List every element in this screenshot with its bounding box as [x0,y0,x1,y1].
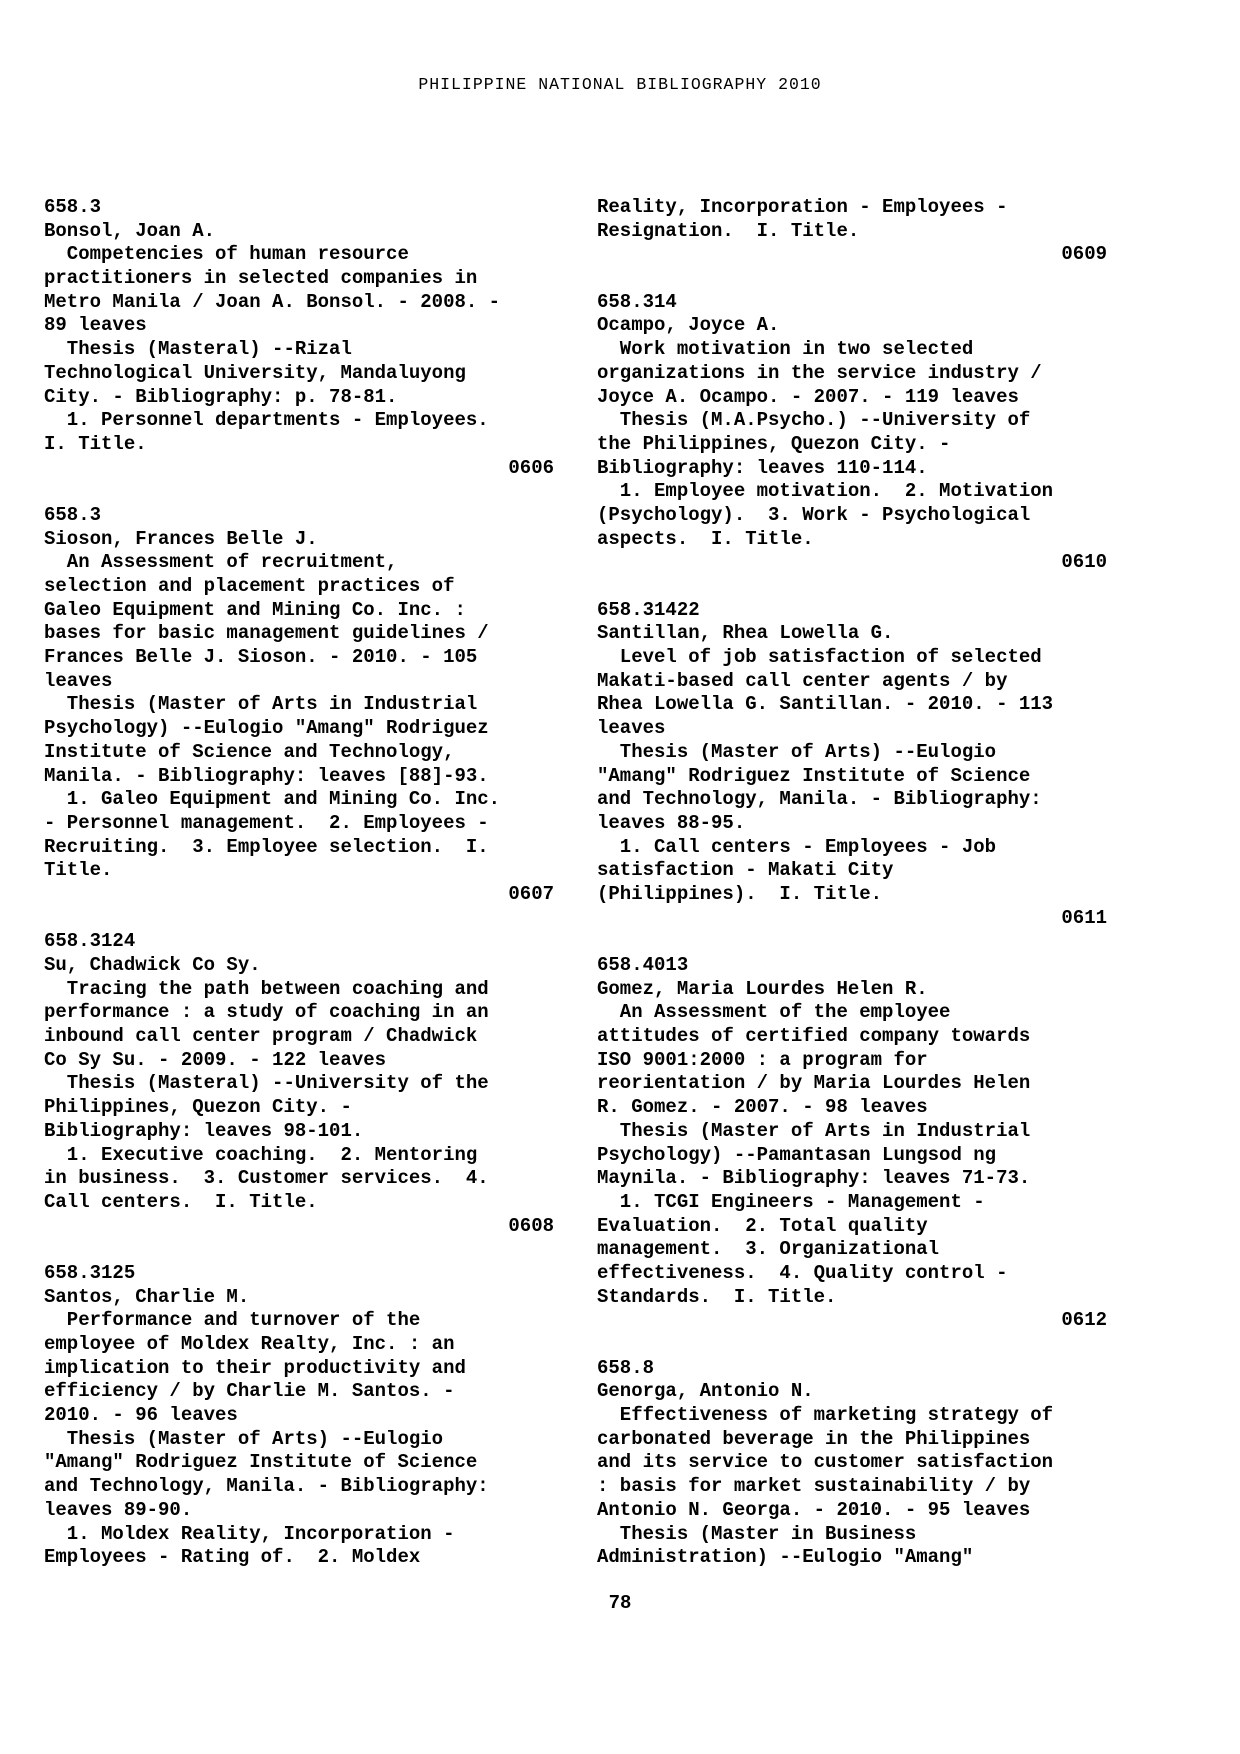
entry-line: Gomez, Maria Lourdes Helen R. [597,977,928,1000]
entry-line: employee of Moldex Realty, Inc. : an [44,1333,455,1355]
entry-line: 1. Galeo Equipment and Mining Co. Inc. [44,788,501,811]
entry-line: Maynila. - Bibliography: leaves 71-73. [597,1167,1031,1190]
entry-line: "Amang" Rodriguez Institute of Science [597,764,1031,787]
entry-line: Thesis (Master of Arts in Industrial [44,693,478,716]
right-column [597,196,1107,1570]
entry-line: An Assessment of recruitment, [44,551,398,574]
entry-line: Rhea Lowella G. Santillan. - 2010. - 113 [597,693,1054,716]
record-number: 0607 [508,882,554,905]
entry-line: City. - Bibliography: p. 78-81. [44,385,398,408]
entry-line: Bibliography: leaves 110-114. [597,456,928,479]
entry-line: Bibliography: leaves 98-101. [44,1119,364,1142]
entry-line: Tracing the path between coaching and [44,977,489,1000]
entry-line: - Personnel management. 2. Employees - [44,811,489,834]
entry-line: R. Gomez. - 2007. - 98 leaves [597,1096,928,1119]
entry-gap [597,267,1107,291]
record-number: 0608 [508,1214,554,1237]
entry-line: Sioson, Frances Belle J. [44,527,318,550]
entry-line: 1. Call centers - Employees - Job [597,835,997,858]
entry-line: 658.31422 [597,598,700,621]
entry-line: in business. 3. Customer services. 4. [44,1167,489,1190]
entry-line: (Psychology). 3. Work - Psychological [597,503,1031,526]
entry-line: and Technology, Manila. - Bibliography: [44,1475,489,1498]
entry-line: Su, Chadwick Co Sy. [44,954,261,976]
entry-line: 658.3 [44,196,102,218]
entry-line: effectiveness. 4. Quality control - [597,1261,1008,1284]
entry-line: inbound call center program / Chadwick [44,1025,478,1048]
entry-line: management. 3. Organizational [597,1238,940,1261]
entry-line: attitudes of certified company towards [597,1025,1031,1048]
running-header: PHILIPPINE NATIONAL BIBLIOGRAPHY 2010 [418,75,822,94]
entry-line: Evaluation. 2. Total quality [597,1214,928,1237]
entry-gap [44,907,554,931]
entry-line: Genorga, Antonio N. [597,1380,814,1403]
entry-line: Work motivation in two selected [597,338,974,361]
entry-line: Technological University, Mandaluyong [44,361,466,384]
entry-line: Level of job satisfaction of selected [597,646,1042,669]
entry-line: Reality, Incorporation - Employees - [597,196,1008,218]
entry-line: leaves 88-95. [597,811,746,834]
entry-line: Effectiveness of marketing strategy of [597,1404,1054,1427]
entry-line: and Technology, Manila. - Bibliography: [597,788,1042,811]
entry-line: 1. Executive coaching. 2. Mentoring [44,1143,478,1166]
entry-line: 1. Employee motivation. 2. Motivation [597,480,1054,503]
entry-line: 89 leaves [44,314,147,337]
entry-line: leaves [44,669,113,692]
entry-line: Thesis (Masteral) --Rizal [44,338,352,361]
entry-line: Ocampo, Joyce A. [597,314,780,337]
entry-line: Title. [44,859,113,882]
entry-line: Thesis (Master of Arts) --Eulogio [597,740,997,763]
entry-line: Psychology) --Pamantasan Lungsod ng [597,1143,997,1166]
entry-line: Resignation. I. Title. [597,219,860,242]
entry-line: Thesis (Master in Business [597,1522,917,1545]
entry-line: "Amang" Rodriguez Institute of Science [44,1451,478,1474]
entry-line: leaves 89-90. [44,1498,193,1521]
entry-line: practitioners in selected companies in [44,267,478,290]
entry-line: selection and placement practices of [44,575,455,597]
entry-gap [597,930,1107,954]
entry-line: Makati-based call center agents / by [597,669,1008,692]
record-number: 0606 [508,456,554,479]
entry-gap [597,1333,1107,1357]
record-number: 0611 [1061,906,1107,929]
entry-line: Administration) --Eulogio "Amang" [597,1546,974,1569]
entry-line: An Assessment of the employee [597,1001,951,1024]
entry-line: 658.3125 [44,1261,136,1284]
entry-line: implication to their productivity and [44,1356,466,1379]
entry-line: Philippines, Quezon City. - [44,1096,352,1119]
entry-line: leaves [597,717,666,740]
record-number: 0609 [1061,243,1107,266]
entry-gap [44,1238,554,1262]
entry-line: performance : a study of coaching in an [44,1001,489,1024]
entry-line: Thesis (M.A.Psycho.) --University of [597,409,1031,432]
entry-line: I. Title. [44,432,147,455]
entry-line: and its service to customer satisfaction [597,1451,1054,1474]
entry-line: 658.314 [597,290,677,313]
entry-line: Joyce A. Ocampo. - 2007. - 119 leaves [597,385,1019,408]
entry-line: reorientation / by Maria Lourdes Helen [597,1072,1031,1095]
entry-line: Santillan, Rhea Lowella G. [597,622,894,645]
entry-line: (Philippines). I. Title. [597,882,883,905]
entry-line: Competencies of human resource [44,243,409,266]
entry-line: bases for basic management guidelines / [44,622,489,645]
entry-line: 1. TCGI Engineers - Management - [597,1190,985,1213]
entry-line: organizations in the service industry / [597,361,1042,384]
entry-line: Thesis (Masteral) --University of the [44,1072,489,1095]
entry-line: Employees - Rating of. 2. Moldex [44,1546,421,1569]
entry-line: Psychology) --Eulogio "Amang" Rodriguez [44,717,489,740]
entry-line: aspects. I. Title. [597,527,814,550]
record-number: 0610 [1061,551,1107,574]
entry-line: 1. Moldex Reality, Incorporation - [44,1522,455,1545]
entry-line: Thesis (Master of Arts) --Eulogio [44,1427,444,1450]
entry-line: Manila. - Bibliography: leaves [88]-93. [44,764,489,787]
entry-line: Galeo Equipment and Mining Co. Inc. : [44,598,466,621]
entry-gap [597,575,1107,599]
entry-line: Co Sy Su. - 2009. - 122 leaves [44,1048,387,1071]
entry-line: 658.4013 [597,954,689,976]
entry-line: 658.3 [44,503,102,526]
entry-line: the Philippines, Quezon City. - [597,432,951,455]
entry-line: Performance and turnover of the [44,1309,421,1332]
entry-line: Recruiting. 3. Employee selection. I. [44,835,489,858]
entry-line: Call centers. I. Title. [44,1190,318,1213]
entry-line: Antonio N. Georga. - 2010. - 95 leaves [597,1498,1031,1521]
entry-line: efficiency / by Charlie M. Santos. - [44,1380,455,1403]
page-number: 78 [608,1592,632,1614]
entry-line: carbonated beverage in the Philippines [597,1427,1031,1450]
entry-line: 1. Personnel departments - Employees. [44,409,489,432]
entry-line: Frances Belle J. Sioson. - 2010. - 105 [44,646,478,669]
entry-gap [44,480,554,504]
entry-line: : basis for market sustainability / by [597,1475,1031,1498]
entry-line: 2010. - 96 leaves [44,1404,238,1427]
entry-line: Santos, Charlie M. [44,1285,250,1308]
entry-line: 658.3124 [44,930,136,953]
entry-line: satisfaction - Makati City [597,859,894,882]
entry-line: 658.8 [597,1356,655,1379]
entry-line: Bonsol, Joan A. [44,219,216,242]
entry-line: Thesis (Master of Arts in Industrial [597,1119,1031,1142]
entry-line: Standards. I. Title. [597,1285,837,1308]
record-number: 0612 [1061,1309,1107,1332]
entry-line: Metro Manila / Joan A. Bonsol. - 2008. - [44,290,501,313]
entry-line: Institute of Science and Technology, [44,740,455,763]
entry-line: ISO 9001:2000 : a program for [597,1048,928,1071]
left-column [44,196,554,1570]
